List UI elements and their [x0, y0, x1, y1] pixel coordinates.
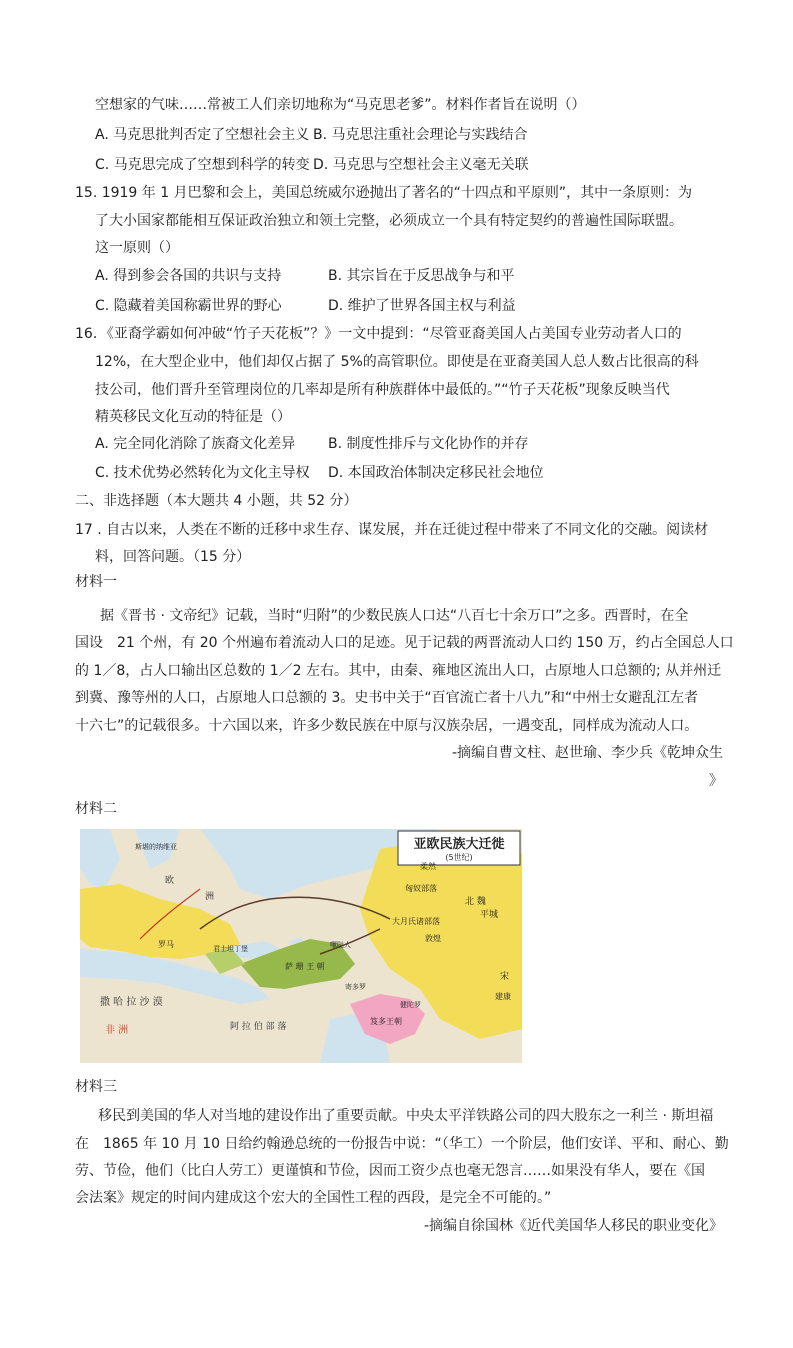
q16-line-3: 技公司，他们晋升至管理岗位的几率却是所有种族群体中最低的。”“竹子天花板”现象反映当代	[95, 382, 670, 398]
map-label-zhexian: 健陀罗	[400, 1001, 421, 1009]
migration-map-svg	[80, 829, 522, 1063]
material1-title: 材料一	[75, 574, 117, 590]
section-heading: 二、非选择题（本大题共 4 小题，共 52 分）	[75, 493, 358, 509]
map-label-pingcheng: 平城	[480, 910, 499, 920]
map-label-africa: 非 洲	[105, 1025, 129, 1036]
q15-option-c: C. 隐藏着美国称霸世界的野心	[95, 298, 282, 314]
material3-line-1: 移民到美国的华人对当地的建设作出了重要贡献。中央太平洋铁路公司的四大股东之一利兰 · 斯坦福	[98, 1108, 714, 1124]
q14-option-a: A. 马克思批判否定了空想社会主义	[95, 127, 310, 143]
material1-line-4: 到冀、豫等州的人口，占原地人口总额的 3。史书中关于“百官流亡者十八九”和“中州士女避乱江左者	[75, 690, 699, 706]
q16-option-d: D. 本国政治体制决定移民社会地位	[328, 465, 544, 481]
map-label-song: 宋	[500, 972, 510, 982]
map-label-sassanid: 萨 珊 王 朝	[285, 962, 325, 971]
q14-option-b: B. 马克思注重社会理论与实践结合	[313, 127, 528, 143]
q17-line-1: 17 . 自古以来，人类在不断的迁移中求生存、谋发展，并在迁徙过程中带来了不同文化的交融。阅读材	[75, 522, 709, 538]
q15-option-a: A. 得到参会各国的共识与支持	[95, 268, 282, 284]
material3-line-3: 劳、节俭，他们（比白人劳工）更谨慎和节俭，因而工资少点也毫无怨言……如果没有华人，要在《国	[75, 1163, 705, 1179]
material1-line-3: 的 1／8，占人口输出区总数的 1／2 左右。其中，由秦、雍地区流出人口，占原地人口总额的; 从并州迁	[75, 663, 722, 679]
material3-line-4: 会法案》规定的时间内建成这个宏大的全国性工程的西段，是完全不可能的。”	[75, 1190, 552, 1206]
map-label-sahara: 撒 哈 拉 沙 漠	[100, 997, 163, 1008]
migration-map	[80, 829, 522, 1063]
q15-line-2: 了大小国家都能相互保证政治独立和领土完整，必须成立一个具有特定契约的普遍性国际联盟。	[95, 213, 683, 229]
map-label-europe: 欧	[165, 876, 175, 886]
q15-option-d: D. 维护了世界各国主权与利益	[328, 298, 516, 314]
material3-source: -摘编自徐国林《近代美国华人移民的职业变化》	[423, 1218, 723, 1234]
map-label-ruanruan: 柔然	[420, 862, 436, 871]
q17-line-2: 料，回答问题。（15 分）	[95, 549, 251, 565]
q16-line-4: 精英移民文化互动的特征是（）	[95, 409, 291, 425]
material1-source: -摘编自曹文柱、赵世瑜、李少兵《乾坤众生	[451, 745, 723, 761]
q15-line-3: 这一原则（）	[95, 240, 179, 256]
map-label-europe2: 洲	[205, 892, 215, 902]
map-label-rome: 罗马	[158, 940, 174, 949]
q15-option-b: B. 其宗旨在于反思战争与和平	[328, 268, 515, 284]
map-label-beiwei: 北 魏	[465, 897, 486, 907]
q14-option-d: D. 马克思与空想社会主义毫无关联	[313, 157, 529, 173]
material3-title: 材料三	[75, 1079, 117, 1095]
material1-line-1: 据《晋书 · 文帝纪》记载，当时“归附”的少数民族人口达“八百七十余万口”之多。西晋时，在全	[100, 608, 689, 624]
q16-option-a: A. 完全同化消除了族裔文化差异	[95, 436, 296, 452]
map-label-yuezhi: 大月氏诸部落	[392, 917, 440, 926]
map-label-jiankang: 建康	[495, 992, 511, 1001]
map-label-scandia: 斯堪的纳维亚	[135, 843, 177, 851]
material1-line-5: 十六七”的记载很多。十六国以来，许多少数民族在中原与汉族杂居，一遇变乱，同样成为流动人口。	[75, 718, 699, 734]
q16-option-c: C. 技术优势必然转化为文化主导权	[95, 465, 310, 481]
q15-line-1: 15. 1919 年 1 月巴黎和会上，美国总统威尔逊抛出了著名的“十四点和平原则”，其中一条原则：为	[75, 185, 693, 201]
material1-line-2: 国设 21 个州，有 20 个州遍布着流动人口的足迹。见于记载的两晋流动人口约 150 万，约占全国总人口	[75, 635, 734, 651]
q14-text: 空想家的气味……常被工人们亲切地称为“马克思老爹”。材料作者旨在说明（）	[95, 97, 586, 113]
map-subtitle: (5世纪)	[445, 853, 473, 862]
material3-line-2: 在 1865 年 10 月 10 日给约翰逊总统的一份报告中说：“（华工）一个阶层，他们安详、平和、耐心、勤	[75, 1136, 729, 1152]
q16-line-2: 12%，在大型企业中，他们却仅占据了 5%的高管职位。即使是在亚裔美国人总人数占比很高的科	[95, 354, 699, 370]
map-label-gupta: 笈多王朝	[370, 1017, 402, 1026]
map-label-dunhuang: 敦煌	[425, 934, 441, 943]
q14-option-c: C. 马克思完成了空想到科学的转变	[95, 157, 310, 173]
map-title: 亚欧民族大迁徙	[413, 837, 505, 852]
map-label-arabia: 阿 拉 伯 部 落	[230, 1022, 287, 1032]
material2-title: 材料二	[75, 801, 117, 817]
material1-source-end: 》	[709, 773, 723, 789]
map-label-constantinople: 君士坦丁堡	[213, 945, 248, 953]
map-label-kidarites: 寄多罗	[345, 983, 366, 991]
map-label-huns: 嚈哒人	[330, 941, 351, 949]
q16-option-b: B. 制度性排斥与文化协作的并存	[328, 436, 529, 452]
map-label-xiongnu: 匈奴部落	[405, 884, 437, 893]
q16-line-1: 16．《亚裔学霸如何冲破“竹子天花板”？》一文中提到：“尽管亚裔美国人占美国专业劳动者人口的	[75, 326, 682, 342]
